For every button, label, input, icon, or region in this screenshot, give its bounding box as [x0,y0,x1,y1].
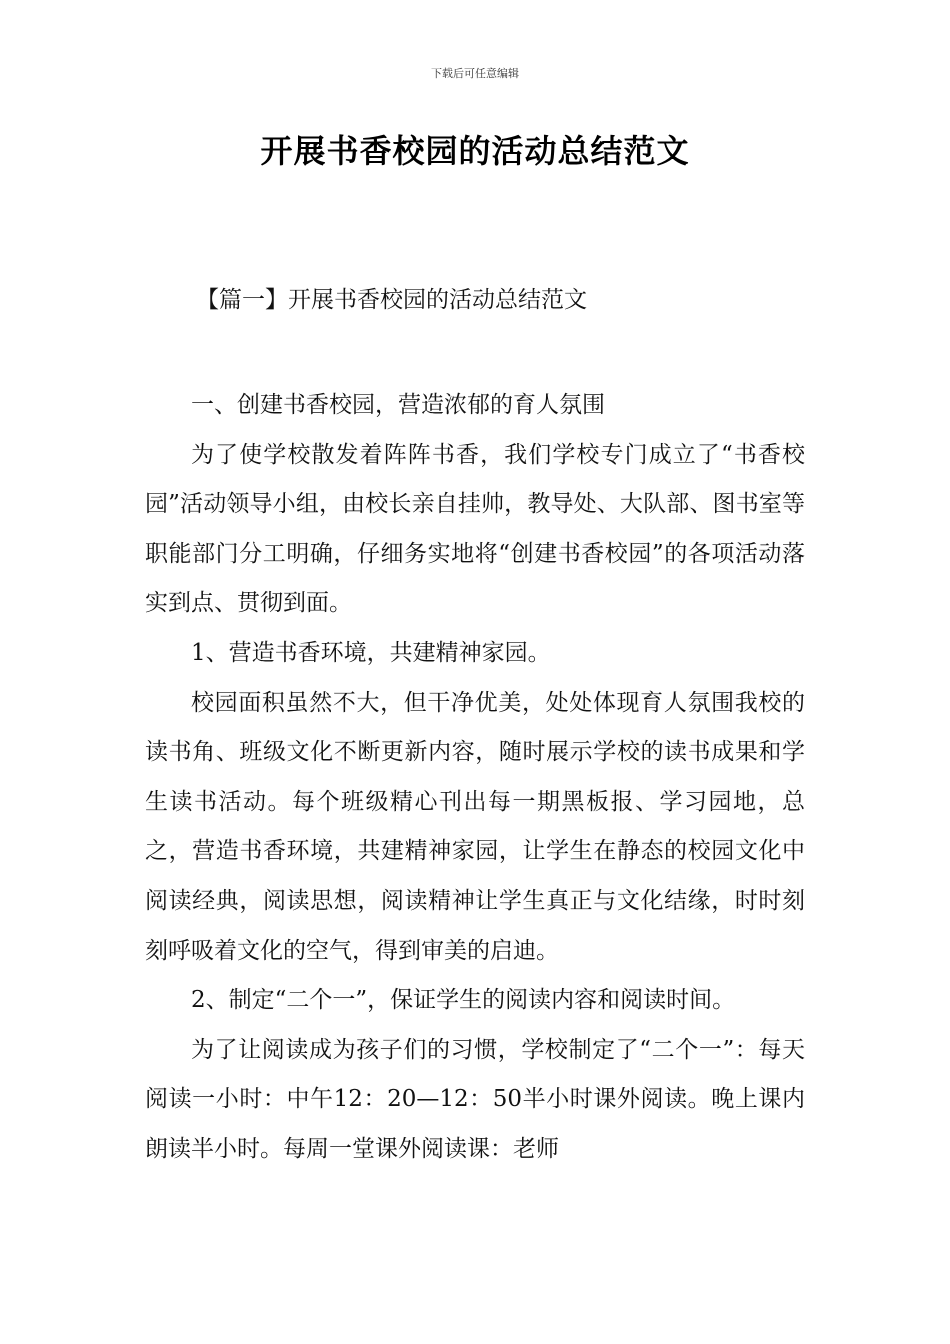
document-body [145,381,805,1175]
paragraph: 为了让阅读成为孩子们的习惯，学校制定了“二个一”：每天阅读一小时：中午12：20—12：50半小时课外阅读。晚上课内朗读半小时。每周一堂课外阅读课：老师 [145,1036,805,1162]
header-note: 下载后可任意编辑 [431,67,519,80]
paragraph: 为了使学校散发着阵阵书香，我们学校专门成立了“书香校园”活动领导小组，由校长亲自挂帅，教导处、大队部、图书室等职能部门分工明确，仔细务实地将“创建书香校园”的各项活动落实到点、贯彻到面。 [145,441,805,617]
section-heading: 【篇一】开展书香校园的活动总结范文 [196,287,587,313]
paragraph: 校园面积虽然不大，但干净优美，处处体现育人氛围我校的读书角、班级文化不断更新内容，随时展示学校的读书成果和学生读书活动。每个班级精心刊出每一期黑板报、学习园地，总之，营造书香环境，共建精神家园，让学生在静态的校园文化中阅读经典，阅读思想，阅读精神让学生真正与文化结缘，时时刻刻呼吸着文化的空气，得到审美的启迪。 [145,689,805,964]
paragraph-heading-2: 1、营造书香环境，共建精神家园。 [191,639,551,666]
paragraph-heading-3: 2、制定“二个一”，保证学生的阅读内容和阅读时间。 [191,987,736,1014]
paragraph-heading-1: 一、创建书香校园，营造浓郁的育人氛围 [191,392,605,418]
document-title: 开展书香校园的活动总结范文 [260,132,690,170]
